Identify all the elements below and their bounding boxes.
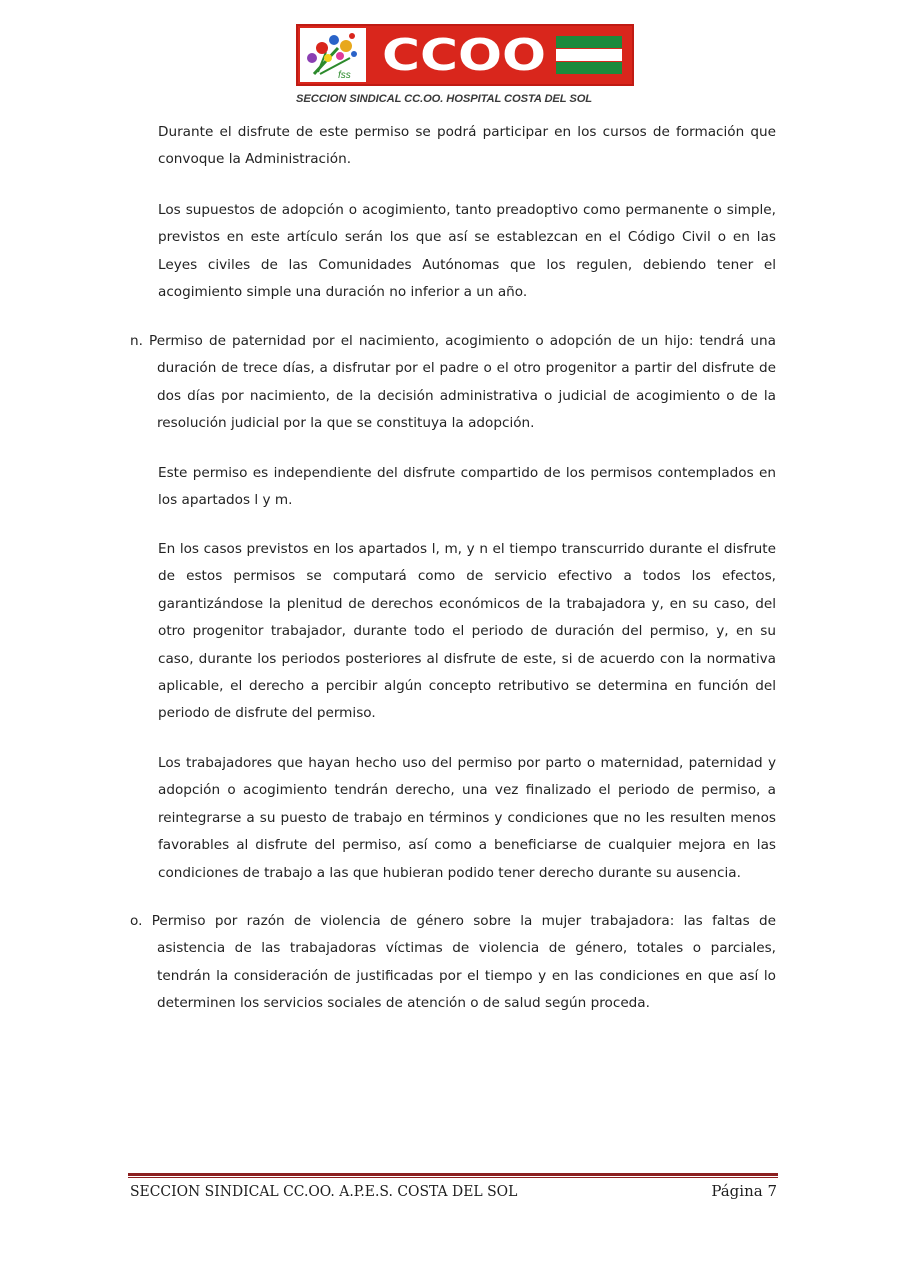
paragraph-computation: En los casos previstos en los apartados l, m, y n el tiempo transcurrido durante el disfrute de estos permisos se computará como de servicio efectivo a todos los efectos, garantizándose la plenitud de derechos económicos de la trabajadora y, en su caso, del otro progenitor trabajador, durante todo el periodo de duración del permiso, y, en su caso, durante los periodos posteriores al disfrute de este, si de acuerdo con la normativa aplicable, el derecho a percibir algún concepto retributivo se determina en función del periodo de disfrute del permiso. <box>158 541 776 722</box>
flower-emblem-icon <box>300 28 366 82</box>
paragraph-adoption: Los supuestos de adopción o acogimiento, tanto preadoptivo como permanente o simple, previstos en este artículo serán los que así se establezcan en el Código Civil o en las Leyes civiles de las Comunidades Autónomas que los regulen, debiendo tener el acogimiento simple una duración no inferior a un año. <box>158 202 776 301</box>
footer-divider <box>128 1173 778 1176</box>
logo-text: CCOO <box>382 36 546 74</box>
list-item-n: n. Permiso de paternidad por el nacimiento, acogimiento o adopción de un hijo: tendrá una duración de trece días, a disfrutar por el padre o el otro progenitor a partir del disfrute de dos días por nacimiento, de la decisión administrativa o judicial de acogimiento o de la resolución judicial por la que se constituya la adopción. <box>130 333 776 432</box>
paragraph-reintegration: Los trabajadores que hayan hecho uso del permiso por parto o maternidad, paternidad y adopción o acogimiento tendrán derecho, una vez finalizado el periodo de permiso, a reintegrarse a su puesto de trabajo en términos y condiciones que no les resulten menos favorables al disfrute del permiso, así como a beneficiarse de cualquier mejora en las condiciones de trabajo a las que hubieran podido tener derecho durante su ausencia. <box>158 755 776 881</box>
page-number: Página 7 <box>711 1182 777 1200</box>
page-header <box>0 0 906 112</box>
logo-sub-text: fss <box>338 70 351 81</box>
andalusia-flag-icon <box>556 36 622 74</box>
list-item-o: o. Permiso por razón de violencia de género sobre la mujer trabajadora: las faltas de asistencia de las trabajadoras víctimas de violencia de género, totales o parciales, tendrán la consideración de justificadas por el tiempo y en las condiciones en que así lo determinen los servicios sociales de atención o de salud según proceda. <box>130 913 776 1012</box>
paragraph-independent: Este permiso es independiente del disfrute compartido de los permisos contemplados en los apartados l y m. <box>158 465 776 509</box>
logo-letters <box>382 36 546 74</box>
footer-organization: SECCION SINDICAL CC.OO. A.P.E.S. COSTA DEL SOL <box>130 1182 518 1200</box>
footer-divider-thin <box>128 1177 778 1178</box>
ccoo-logo <box>296 24 634 86</box>
header-caption: SECCION SINDICAL CC.OO. HOSPITAL COSTA DEL SOL <box>296 93 593 105</box>
paragraph-training: Durante el disfrute de este permiso se podrá participar en los cursos de formación que convoque la Administración. <box>158 124 776 168</box>
